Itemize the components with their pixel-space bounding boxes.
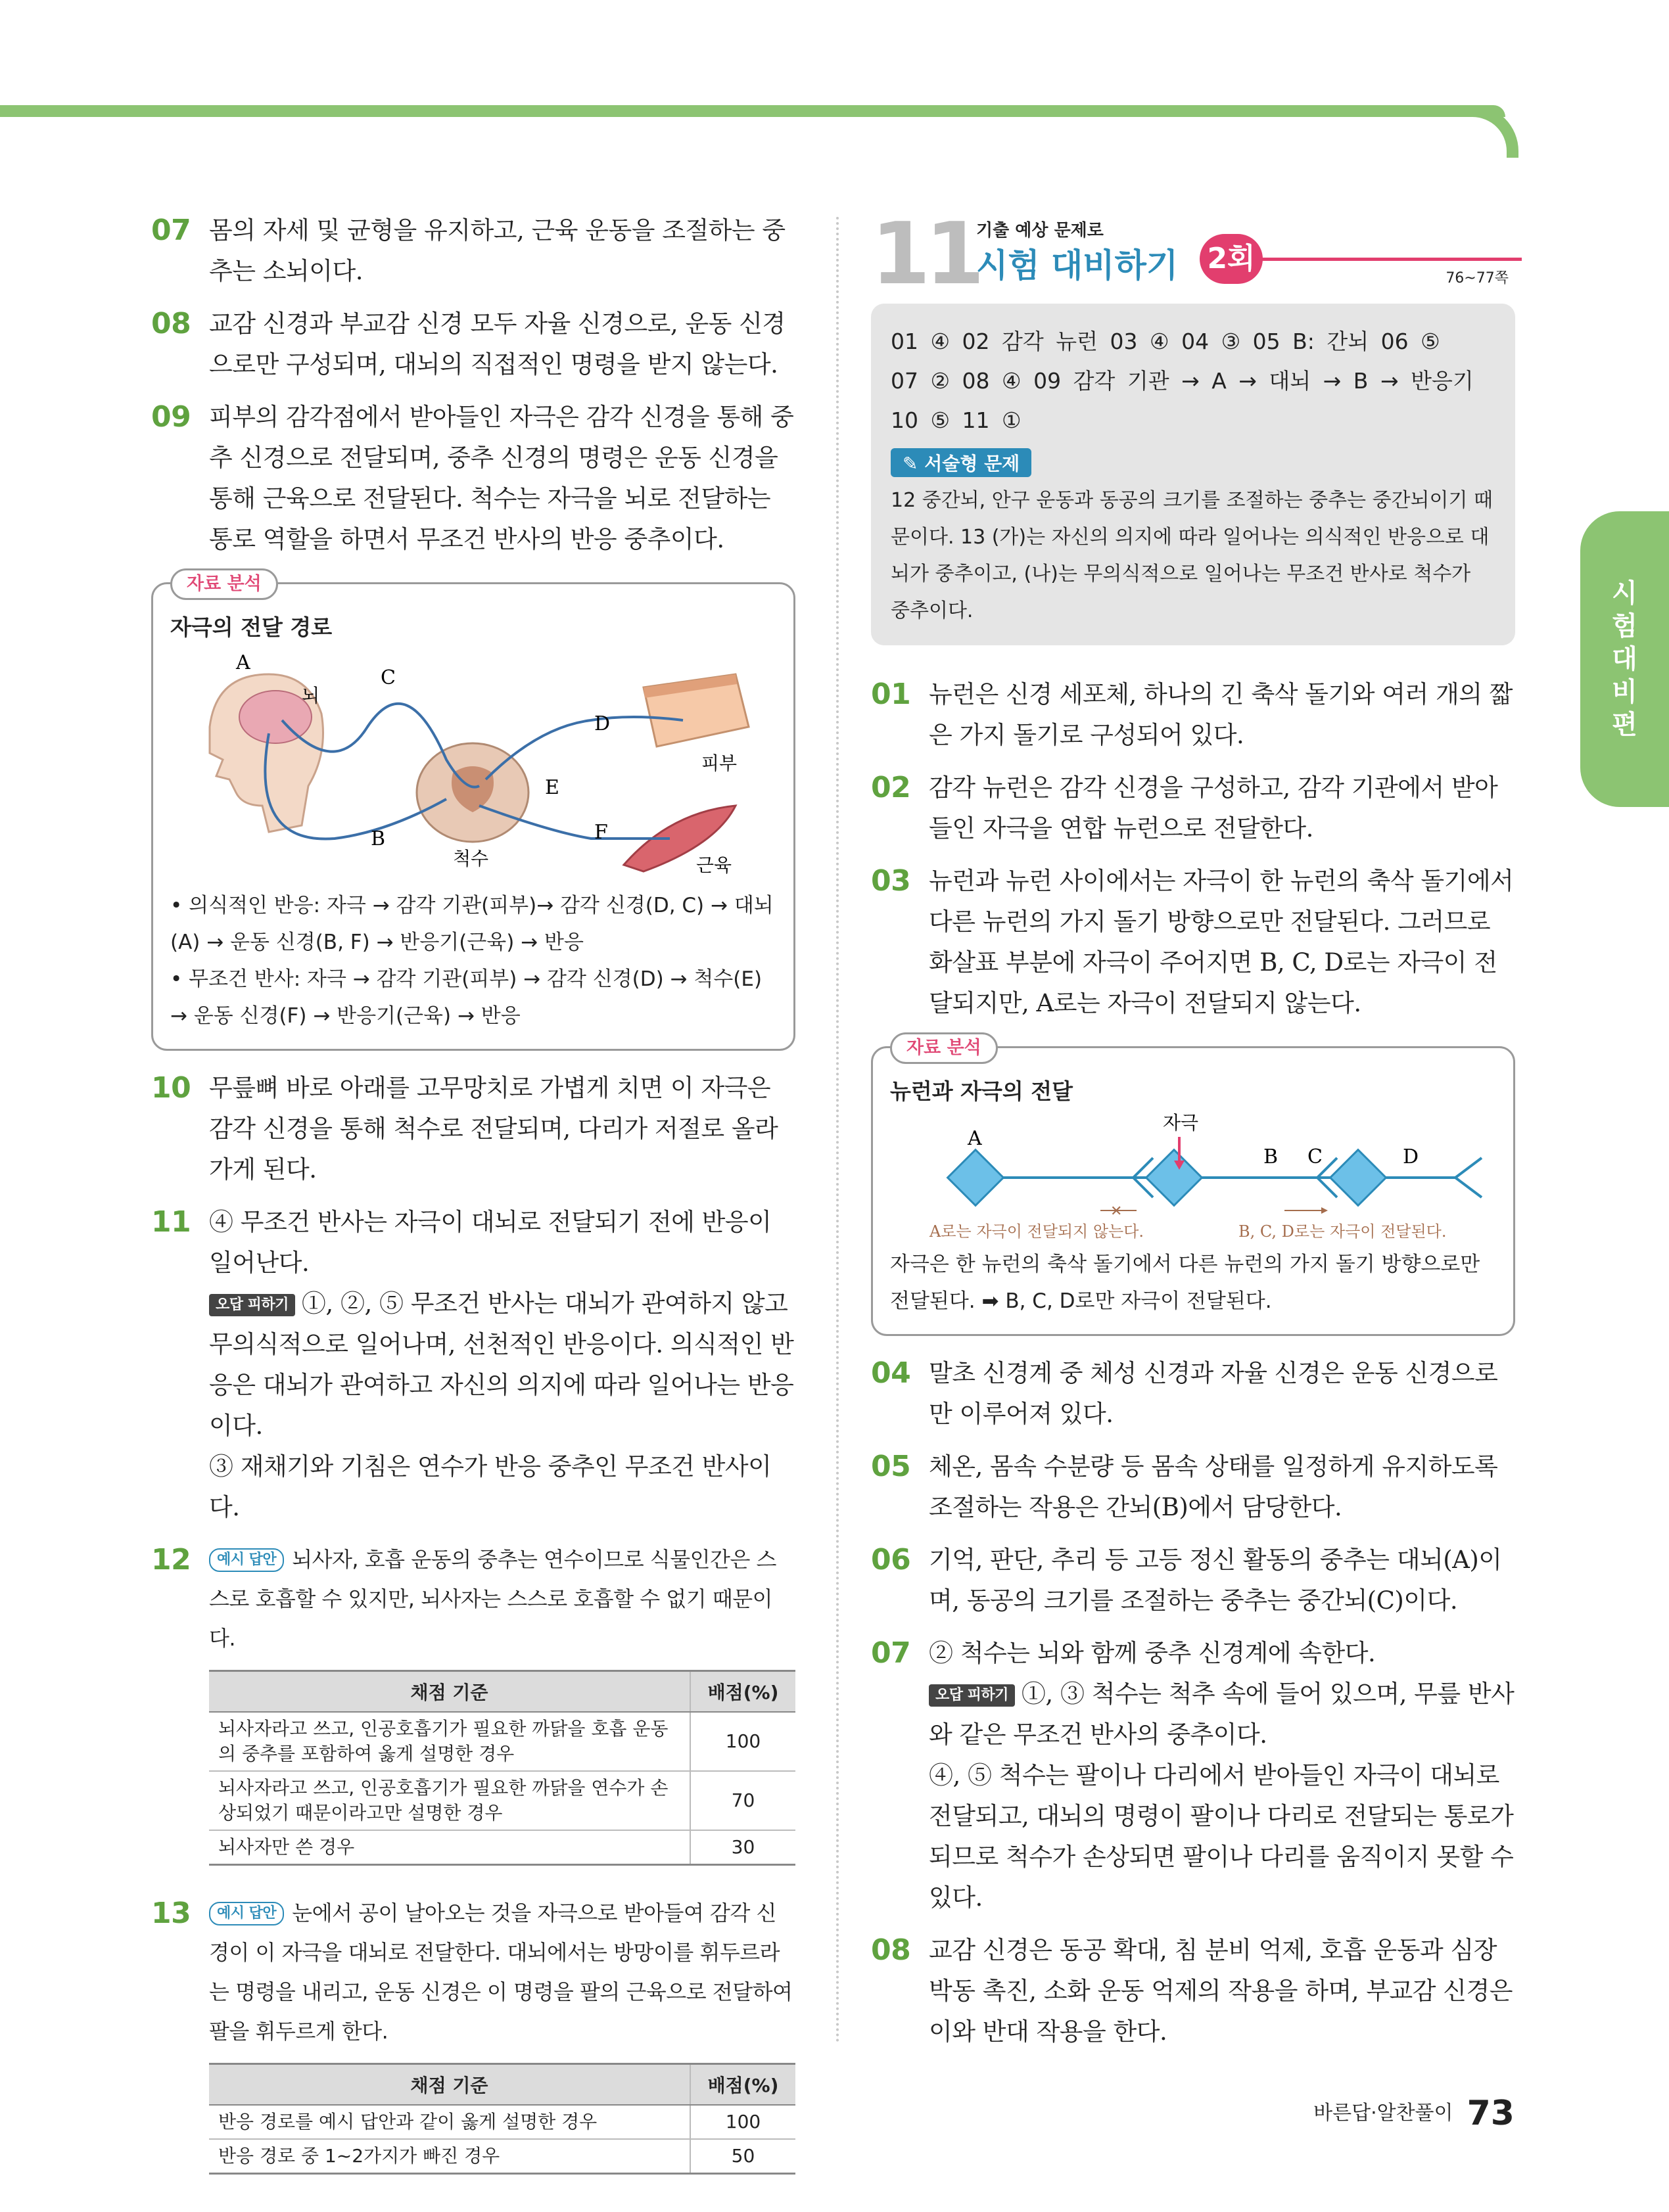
analysis-box-stimulus-path — [151, 574, 795, 1051]
page-footer — [1313, 2094, 1515, 2133]
item-number: 04 — [871, 1356, 911, 1390]
answer-item-r03 — [871, 861, 1515, 1024]
analysis-box-neuron — [871, 1038, 1515, 1336]
label-c: C — [1307, 1145, 1323, 1168]
avoid-text-1: ①, ③ 척수는 척추 속에 들어 있으며, 무릎 반사와 같은 무조건 반사의 중추이다. — [929, 1680, 1515, 1749]
item-number: 05 — [871, 1450, 911, 1483]
table-row — [209, 1771, 795, 1830]
box-label: 자료 분석 — [890, 1032, 998, 1064]
header-criteria: 채점 기준 — [209, 1671, 690, 1713]
terminal-d — [1455, 1158, 1482, 1197]
pencil-icon: ✎ — [903, 453, 925, 474]
cell-body-a — [948, 1150, 1004, 1206]
blocked-mark-icon: ✕ — [1110, 1203, 1123, 1220]
footer-label: 바른답·알찬풀이 — [1313, 2102, 1453, 2125]
answer-item-13 — [151, 1893, 795, 2051]
header-line — [1259, 258, 1522, 261]
box-title: 뉴런과 자극의 전달 — [890, 1078, 1073, 1104]
left-column — [151, 210, 795, 2202]
caption-bcd: B, C, D로는 자극이 전달된다. — [1238, 1222, 1447, 1241]
section-headline: 시험 대비하기 — [976, 246, 1179, 285]
criteria-cell: 뇌사자라고 쓰고, 인공호흡기가 필요한 까닭을 호흡 운동의 중추를 포함하여 옳게 설명한 경우 — [209, 1712, 690, 1771]
pass-arrowhead — [1321, 1207, 1328, 1214]
scoring-table-12 — [209, 1670, 795, 1866]
section-header — [871, 204, 1515, 304]
avoid-tag: 오답 피하기 — [929, 1684, 1015, 1707]
label-e: E — [545, 776, 559, 799]
avoid-text-2: ③ 재채기와 기침은 연수가 반응 중추인 무조건 반사이다. — [209, 1452, 772, 1521]
box-text: 자극은 한 뉴런의 축삭 돌기에서 다른 뉴런의 가지 돌기 방향으로만 전달된다. ➡ B, C, D로만 자극이 전달된다. — [890, 1253, 1480, 1313]
table-row — [209, 1712, 795, 1771]
criteria-cell: 뇌사자라고 쓰고, 인공호흡기가 필요한 까닭을 연수가 손상되었기 때문이라고만 설명한 경우 — [209, 1771, 690, 1830]
answer-item-r08 — [871, 1930, 1515, 2052]
cell-body-b — [1146, 1150, 1202, 1206]
header-criteria: 채점 기준 — [209, 2064, 690, 2106]
label-stimulus: 자극 — [1163, 1112, 1199, 1134]
top-rule — [0, 105, 1505, 117]
item-text: 감각 뉴런은 감각 신경을 구성하고, 감각 기관에서 받아들인 자극을 연합 뉴런으로 전달한다. — [929, 773, 1498, 842]
criteria-cell: 반응 경로 중 1~2가지가 빠진 경우 — [209, 2139, 690, 2174]
item-text: 기억, 판단, 추리 등 고등 정신 활동의 중추는 대뇌(A)이며, 동공의 크기를 조절하는 중추는 중간뇌(C)이다. — [929, 1546, 1502, 1615]
section-number: 11 — [871, 204, 979, 304]
essay-tag-label: 서술형 문제 — [924, 453, 1020, 474]
item-text: 뇌사자, 호흡 운동의 중추는 연수이므로 식물인간은 스스로 호흡할 수 있지만, 뇌사자는 스스로 호흡할 수 없기 때문이다. — [209, 1547, 776, 1651]
item-number: 10 — [151, 1071, 191, 1105]
cell-body-c — [1330, 1150, 1386, 1206]
essay-tag — [891, 448, 1031, 477]
answer-key-row-2: 07 ② 08 ④ 09 감각 기관 → A → 대뇌 → B → 반응기 — [891, 368, 1474, 394]
answer-item-07 — [151, 210, 795, 292]
criteria-cell: 뇌사자만 쓴 경우 — [209, 1830, 690, 1865]
answer-item-08 — [151, 304, 795, 385]
box-bullet-conscious: • 의식적인 반응: 자극 → 감각 기관(피부)→ 감각 신경(D, C) → 대뇌(A) → 운동 신경(B, F) → 반응기(근육) → 반응 — [170, 894, 774, 954]
page-range: 76~77쪽 — [1446, 270, 1509, 287]
item-number: 09 — [151, 400, 191, 434]
side-tab-label: 시 험 대 비 편 — [1612, 578, 1637, 740]
item-number: 12 — [151, 1543, 191, 1577]
box-label: 자료 분석 — [170, 568, 278, 600]
side-tab — [1580, 511, 1669, 807]
answer-key-box — [871, 304, 1515, 645]
item-number: 13 — [151, 1897, 191, 1930]
section-kicker: 기출 예상 문제로 — [976, 221, 1104, 241]
answer-item-11 — [151, 1202, 795, 1528]
header-points: 배점(%) — [690, 1671, 795, 1713]
label-b: B — [1263, 1145, 1279, 1168]
criteria-cell: 반응 경로를 예시 답안과 같이 옳게 설명한 경우 — [209, 2105, 690, 2139]
example-tag: 예시 답안 — [209, 1548, 284, 1572]
answer-item-10 — [151, 1068, 795, 1190]
answer-item-r05 — [871, 1446, 1515, 1528]
label-d: D — [594, 712, 611, 735]
item-text: 교감 신경은 동공 확대, 침 분비 억제, 호흡 운동과 심장 박동 촉진, 소화 운동 억제의 작용을 하며, 부교감 신경은 이와 반대 작용을 한다. — [929, 1936, 1513, 2046]
avoid-text-2: ④, ⑤ 척수는 팔이나 다리에서 받아들인 자극이 대뇌로 전달되고, 대뇌의 명령이 팔이나 다리로 전달되는 통로가 되므로 척수가 손상되면 팔이나 다리를 움직이지 못할 수 있다. — [929, 1761, 1514, 1912]
item-text: 뉴런과 뉴런 사이에서는 자극이 한 뉴런의 축삭 돌기에서 다른 뉴런의 가지 돌기 방향으로만 전달된다. 그러므로 화살표 부분에 자극이 주어지면 B, C, D로는 자극이 전달되지만, A로는 자극이 전달되지 않는다. — [929, 867, 1514, 1017]
answer-item-r04 — [871, 1353, 1515, 1435]
answer-key-row-1: 01 ④ 02 감각 뉴런 03 ④ 04 ③ 05 B: 간뇌 06 ⑤ — [891, 329, 1440, 354]
table-row — [209, 1830, 795, 1865]
scoring-table-13 — [209, 2063, 795, 2175]
item-text: 피부의 감각점에서 받아들인 자극은 감각 신경을 통해 중추 신경으로 전달되며, 중추 신경의 명령은 운동 신경을 통해 근육으로 전달된다. 척수는 자극을 뇌로 전달하는 통로 역할을 하면서 무조건 반사의 반응 중추이다. — [209, 403, 794, 553]
caption-a: A로는 자극이 전달되지 않는다. — [929, 1222, 1144, 1241]
label-skin: 피부 — [701, 752, 738, 774]
table-row — [209, 2105, 795, 2139]
points-cell: 100 — [690, 1712, 795, 1771]
neuron-figure — [890, 1112, 1495, 1243]
answer-item-12 — [151, 1540, 795, 1658]
points-cell: 30 — [690, 1830, 795, 1865]
box-title: 자극의 전달 경로 — [170, 614, 333, 640]
header-points: 배점(%) — [690, 2064, 795, 2106]
brain-shape — [239, 691, 312, 743]
item-text: 말초 신경계 중 체성 신경과 자율 신경은 운동 신경으로만 이루어져 있다. — [929, 1359, 1498, 1428]
item-number: 07 — [871, 1636, 911, 1670]
stimulus-path-figure — [170, 648, 775, 885]
label-c: C — [381, 666, 396, 689]
points-cell: 70 — [690, 1771, 795, 1830]
item-text: 교감 신경과 부교감 신경 모두 자율 신경으로, 운동 신경으로만 구성되며, 대뇌의 직접적인 명령을 받지 않는다. — [209, 310, 786, 379]
item-text: 몸의 자세 및 균형을 유지하고, 근육 운동을 조절하는 중추는 소뇌이다. — [209, 216, 786, 285]
table-row — [209, 2139, 795, 2174]
right-column — [871, 204, 1515, 2064]
avoid-text-1: ①, ②, ⑤ 무조건 반사는 대뇌가 관여하지 않고 무의식적으로 일어나며, 선천적인 반응이다. 의식적인 반응은 대뇌가 관여하고 자신의 의지에 따라 일어나는 반응이다. — [209, 1289, 794, 1440]
label-f: F — [594, 821, 608, 844]
item-number: 03 — [871, 864, 911, 898]
column-divider — [836, 217, 839, 2044]
answer-item-09 — [151, 397, 795, 560]
item-text: ② 척수는 뇌와 함께 중추 신경계에 속한다. — [929, 1639, 1376, 1667]
item-number: 08 — [871, 1933, 911, 1967]
label-b: B — [371, 827, 386, 850]
item-number: 01 — [871, 678, 911, 711]
label-a: A — [968, 1127, 982, 1150]
item-text: 체온, 몸속 수분량 등 몸속 상태를 일정하게 유지하도록 조절하는 작용은 간뇌(B)에서 담당한다. — [929, 1452, 1498, 1521]
round-badge: 2회 — [1200, 234, 1263, 284]
essay-answers: 12 중간뇌, 안구 운동과 동공의 크기를 조절하는 중추는 중간뇌이기 때문이다. 13 (가)는 자신의 의지에 따라 일어나는 의식적인 반응으로 대뇌가 중추이고, (나)는 무의식적으로 일어나는 무조건 반사로 척수가 중추이다. — [891, 489, 1493, 622]
item-number: 08 — [151, 307, 191, 340]
answer-item-r07 — [871, 1633, 1515, 1918]
page-number: 73 — [1467, 2094, 1515, 2133]
answer-key-row-3: 10 ⑤ 11 ① — [891, 407, 1022, 433]
item-number: 02 — [871, 771, 911, 804]
top-rule-curve — [1466, 105, 1518, 158]
points-cell: 100 — [690, 2105, 795, 2139]
label-brain: 뇌 — [302, 685, 320, 706]
answer-item-r02 — [871, 768, 1515, 849]
points-cell: 50 — [690, 2139, 795, 2174]
item-number: 06 — [871, 1543, 911, 1577]
label-d: D — [1403, 1145, 1419, 1168]
item-number: 11 — [151, 1205, 191, 1239]
answer-item-r06 — [871, 1540, 1515, 1621]
answer-item-r01 — [871, 674, 1515, 756]
item-text: 무릎뼈 바로 아래를 고무망치로 가볍게 치면 이 자극은 감각 신경을 통해 척수로 전달되며, 다리가 저절로 올라가게 된다. — [209, 1074, 778, 1184]
label-muscle: 근육 — [696, 854, 732, 876]
item-text: ④ 무조건 반사는 자극이 대뇌로 전달되기 전에 반응이 일어난다. — [209, 1208, 772, 1277]
avoid-tag: 오답 피하기 — [209, 1294, 295, 1316]
example-tag: 예시 답안 — [209, 1902, 284, 1925]
label-a: A — [236, 651, 250, 674]
item-text: 눈에서 공이 날아오는 것을 자극으로 받아들여 감각 신경이 이 자극을 대뇌로 전달한다. 대뇌에서는 방망이를 휘두르라는 명령을 내리고, 운동 신경은 이 명령을 팔의 근육으로 전달하여 팔을 휘두르게 한다. — [209, 1901, 793, 2044]
item-text: 뉴런은 신경 세포체, 하나의 긴 축삭 돌기와 여러 개의 짧은 가지 돌기로 구성되어 있다. — [929, 680, 1513, 749]
item-number: 07 — [151, 214, 191, 247]
box-bullet-reflex: • 무조건 반사: 자극 → 감각 기관(피부) → 감각 신경(D) → 척수(E) → 운동 신경(F) → 반응기(근육) → 반응 — [170, 967, 763, 1028]
label-spinal: 척수 — [453, 848, 489, 869]
